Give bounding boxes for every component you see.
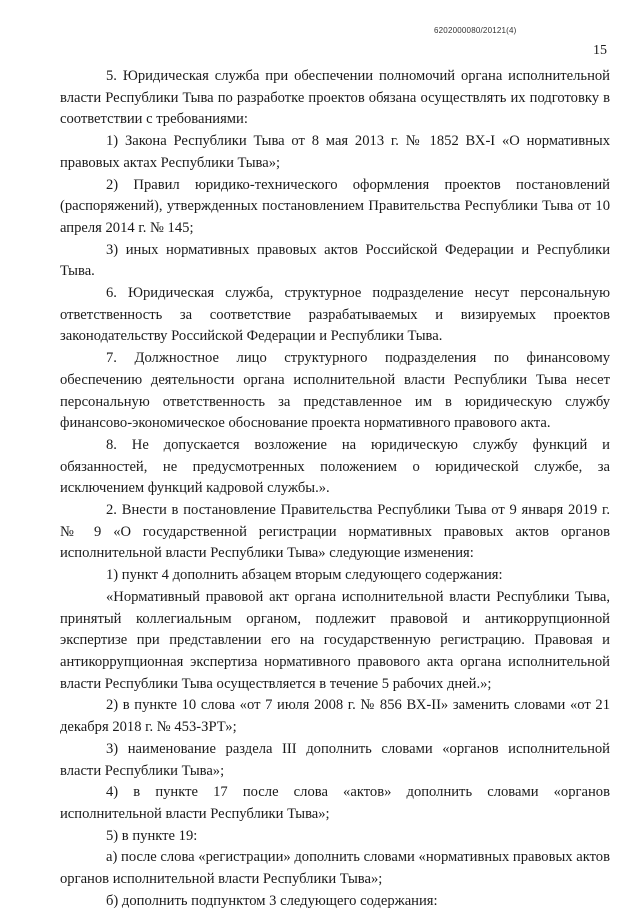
section-2-intro: 2. Внести в постановление Правительства Республики Тыва от 9 января 2019 г. № 9 «О государственной регистрации нормативных правовых актов органов исполнительной власти Республики Тыва» следующие изменения: [60, 502, 610, 562]
paragraph-7: 7. Должностное лицо структурного подразделения по финансовому обеспечению деятельности органа исполнительной власти Республики Тыва несет персональную ответственность за представленное им в юридическую службу финансово-экономическое обоснование проекта нормативного правового акта. [60, 350, 610, 432]
amendment-5: 5) в пункте 19: [106, 827, 198, 844]
document-code: 6202000080/20121(4) [434, 26, 517, 35]
paragraph-5-item-3: 3) иных нормативных правовых актов Российской Федерации и Республики Тыва. [60, 241, 610, 280]
amendment-1-quote: «Нормативный правовой акт органа исполнительной власти Республики Тыва, принятый коллегиальным органом, подлежит правовой и антикоррупционной экспертизе при представлении его на государственную регистрацию. Правовая и антикоррупционная экспертиза нормативного правового акта органа исполнительной власти Республики Тыва осуществляется в течение 5 рабочих дней.»; [60, 588, 610, 692]
paragraph-8: 8. Не допускается возложение на юридическую службу функций и обязанностей, не предусмотренных положением о юридической службе, за исключением функций кадровой службы.». [60, 436, 610, 497]
amendment-2: 2) в пункте 10 слова «от 7 июля 2008 г. № 856 ВХ-II» заменить словами «от 21 декабря 2018 г. № 453-ЗРТ»; [60, 697, 610, 736]
amendment-5-b: б) дополнить подпунктом 3 следующего содержания: [106, 892, 438, 909]
document-body [60, 66, 610, 912]
amendment-1: 1) пункт 4 дополнить абзацем вторым следующего содержания: [106, 567, 503, 584]
paragraph-6: 6. Юридическая служба, структурное подразделение несут персональную ответственность за соответствие разрабатываемых и визируемых проектов законодательству Российской Федерации и Республики Тыва. [60, 285, 610, 345]
paragraph-5-item-1: 1) Закона Республики Тыва от 8 мая 2013 г. № 1852 ВХ-I «О нормативных правовых актах Республики Тыва»; [60, 133, 610, 171]
paragraph-5-item-2: 2) Правил юридико-технического оформления проектов постановлений (распоряжений), утвержденных постановлением Правительства Республики Тыва от 10 апреля 2014 г. № 145; [60, 176, 610, 236]
page-number: 15 [593, 43, 607, 58]
amendment-4: 4) в пункте 17 после слова «актов» дополнить словами «органов исполнительной власти Республики Тыва»; [60, 784, 610, 822]
paragraph-5: 5. Юридическая служба при обеспечении полномочий органа исполнительной власти Республики Тыва по разработке проектов обязана осуществлять их подготовку в соответствии с требованиями: [60, 68, 610, 128]
amendment-3: 3) наименование раздела III дополнить словами «органов исполнительной власти Республики Тыва»; [60, 740, 610, 779]
amendment-5-a: а) после слова «регистрации» дополнить словами «нормативных правовых актов органов исполнительной власти Республики Тыва»; [60, 849, 610, 888]
